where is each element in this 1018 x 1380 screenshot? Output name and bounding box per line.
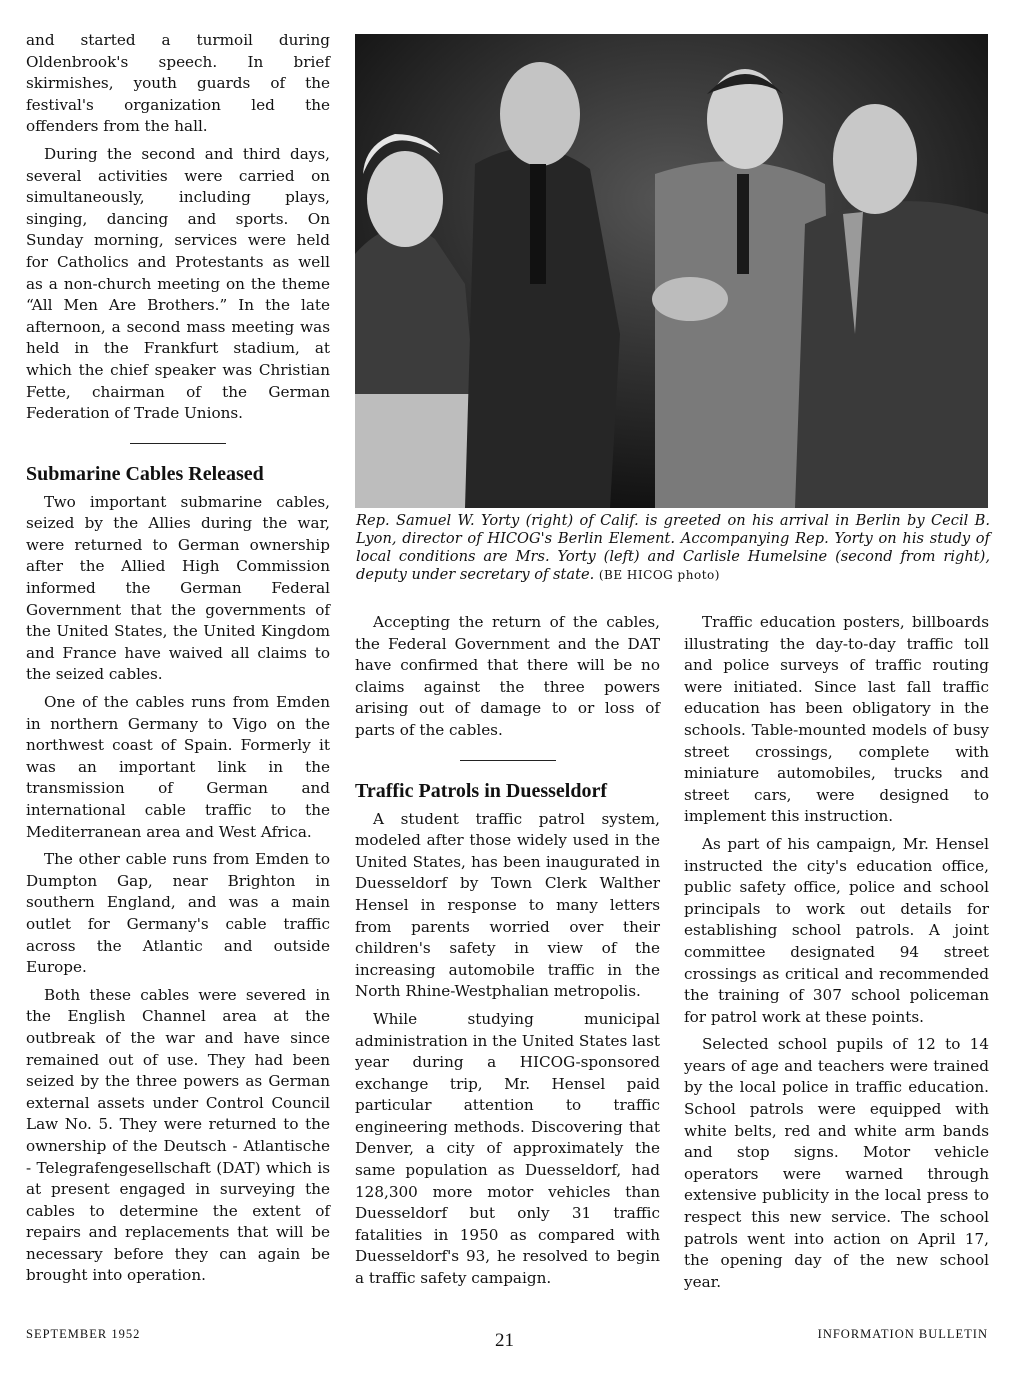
footer-date: SEPTEMBER 1952 — [26, 1327, 141, 1341]
paragraph: One of the cables runs from Emden in northern Germany to Vigo on the northwest coast of Spain. Formerly it was an important link in the transmission of German and international cable traffic to the Mediterranean area and West Africa. — [26, 693, 330, 841]
section-divider — [130, 443, 226, 444]
paragraph: During the second and third days, several activities were carried on simultaneously, including plays, singing, dancing and sports. On Sunday morning, services were held for Catholics and Protestants as well as a non-church meeting on the theme “All Men Are Brothers.” In the late afternoon, a second mass meeting was held in the Frankfurt stadium, at which the chief speaker was Christian Fette, chairman of the German Federation of Trade Unions. — [26, 144, 330, 423]
paragraph: Two important submarine cables, seized by the Allies during the war, were returned to German ownership after the Allied High Commission informed the German Federal Government that the governments of the United States, the United Kingdom and France have waived all claims to the seized cables. — [26, 492, 330, 684]
news-photo — [355, 34, 988, 508]
photo-caption — [356, 512, 990, 584]
section-heading-submarine-cables: Submarine Cables Released — [26, 462, 264, 485]
paragraph: and started a turmoil during Oldenbrook's speech. In brief skirmishes, youth guards of the festival's organization led the offenders from the hall. — [26, 31, 330, 136]
caption-text: Rep. Samuel W. Yorty (right) of Calif. is greeted on his arrival in Berlin by Cecil B. Lyon, director of HICOG's Berlin Element. Accompanying Rep. Yorty on his study of local conditions are Mrs. Yorty (left) and Carlisle Humelsine (second from right), deputy under secretary of state. — [356, 512, 990, 583]
middle-column — [355, 612, 660, 1296]
paragraph: A student traffic patrol system, modeled after those widely used in the United States, has been inaugurated in Duesseldorf by Town Clerk Walther Hensel in response to many letters from parents worried over their children's safety in view of the increasing automobile traffic in the North Rhine-Westphalian metropolis. — [355, 809, 660, 1001]
paragraph: Both these cables were severed in the English Channel area at the outbreak of the war and have since remained out of use. They had been seized by the three powers as German external assets under Control Council Law No. 5. They were returned to the ownership of the Deutsch - Atlantische - Telegrafengesellschaft (DAT) which is at present engaged in surveying the cables to determine the extent of repairs and replacements that will be necessary before they can again be brought into operation. — [26, 985, 330, 1285]
section-divider — [460, 760, 556, 761]
right-column — [684, 612, 989, 1299]
section-heading-traffic-patrols: Traffic Patrols in Duesseldorf — [355, 779, 608, 802]
paragraph: While studying municipal administration in the United States last year during a HICOG-sponsored exchange trip, Mr. Hensel paid particular attention to traffic engineering methods. Discovering that Denver, a city of approximately the same population as Duesseldorf, had 128,300 more motor vehicles than Duesseldorf but only 31 traffic fatalities in 1950 as compared with Duesseldorf's 93, he resolved to begin a traffic safety campaign. — [355, 1009, 660, 1288]
footer-publication: INFORMATION BULLETIN — [817, 1327, 988, 1341]
left-column — [26, 30, 330, 1293]
paragraph: The other cable runs from Emden to Dumpton Gap, near Brighton in southern England, and was a main outlet for Germany's cable traffic across the Atlantic and outside Europe. — [26, 850, 330, 977]
page-number: 21 — [495, 1330, 514, 1351]
paragraph: Selected school pupils of 12 to 14 years of age and teachers were trained by the local police in traffic education. School patrols were equipped with white belts, red and white arm bands and stop signs. Motor vehicle operators were warned through extensive publicity in the local press to respect this new service. The school patrols went into action on April 17, the opening day of the new school year. — [684, 1035, 989, 1291]
photo-credit: (BE HICOG photo) — [598, 568, 720, 582]
paragraph: Traffic education posters, billboards illustrating the day-to-day traffic toll and police surveys of traffic routing were initiated. Since last fall traffic education has been obligatory in the schools. Table-mounted models of busy street crossings, complete with miniature automobiles, trucks and street cars, were designed to implement this instruction. — [684, 613, 989, 826]
paragraph: As part of his campaign, Mr. Hensel instructed the city's education office, public safety office, police and school principals to work out details for establishing school patrols. A joint committee designated 94 street crossings as critical and recommended the training of 307 school policeman for patrol work at these points. — [684, 834, 989, 1026]
paragraph: Accepting the return of the cables, the Federal Government and the DAT have confirmed that there will be no claims against the three powers arising out of damage to or loss of parts of the cables. — [355, 613, 660, 739]
photo-illustration — [355, 34, 988, 508]
